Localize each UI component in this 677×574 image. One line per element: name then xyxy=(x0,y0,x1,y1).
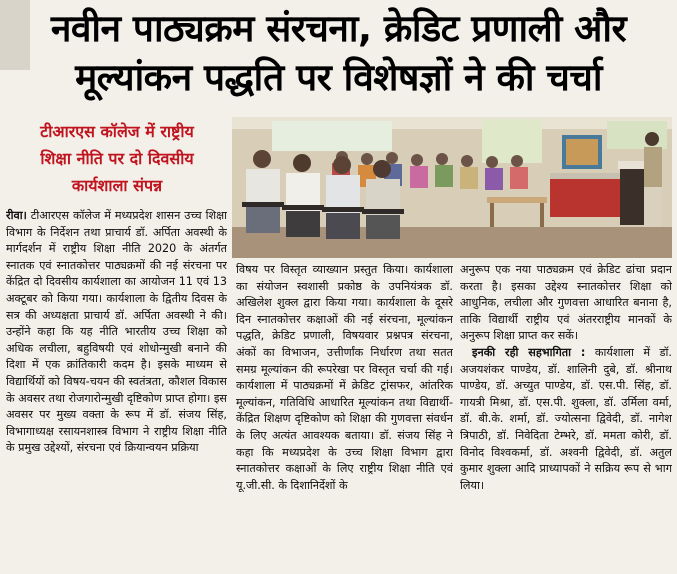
headline xyxy=(0,0,677,104)
participation-text: कार्यशाला में डॉ. अजयशंकर पाण्डेय, डॉ. शालिनी दुबे, डॉ. श्रीनाथ पाण्डेय, डॉ. अच्युत पाण्डेय, डॉ. एस.पी. सिंह, डॉ. गायत्री मिश्रा, डॉ. एस.पी. शुक्ला, डॉ. उर्मिला वर्मा, डॉ. बी.के. शर्मा, डॉ. ज्योत्सना द्विवेदी, डॉ. नागेश त्रिपाठी, डॉ. निवेदिता टेम्भरे, डॉ. ममता कोरी, डॉ. विनोद विश्वकर्मा, डॉ. अश्वनी द्विवेदी, डॉ. अतुल कुमार शुक्ला आदि प्राध्यापकों ने सक्रिय रूप से भाग लिया। xyxy=(460,345,672,492)
column-1-text: टीआरएस कॉलेज में मध्यप्रदेश शासन उच्च शिक्षा विभाग के निर्देशन तथा प्राचार्य डॉ. अर्पिता अवस्थी के मार्गदर्शन में राष्ट्रीय शिक्षा नीति 2020 के अंतर्गत स्नातक एवं स्नातकोत्तर पाठ्यक्रमों की नई संरचना पर केंद्रित दो दिवसीय कार्यशाला का आयोजन 11 एवं 13 अक्टूबर को किया गया। कार्यशाला के द्वितीय दिवस के सत्र की अध्यक्षता प्राचार्य डॉ. अर्पिता अवस्थी ने की। उन्होंने कहा कि यह नीति भारतीय उच्च शिक्षा को अधिक लचीला, बहुविषयी एवं शोधोन्मुखी बनाने की दिशा में एक क्रांतिकारी कदम है। इसके माध्यम से विद्यार्थियों को विषय-चयन की स्वतंत्रता, कौशल विकास के अवसर तथा रोजगारोन्मुखी दृष्टिकोण प्राप्त होगा। इस अवसर पर मुख्य वक्ता के रूप में डॉ. संजय सिंह, विभागाध्यक्ष रसायनशास्त्र विभाग ने राष्ट्रीय शिक्षा नीति के प्रमुख उद्देश्यों, संरचना एवं क्रियान्वयन प्रक्रिया xyxy=(6,209,227,455)
subhead-line-1: टीआरएस कॉलेज में राष्ट्रीय xyxy=(40,122,194,141)
workshop-photo-image xyxy=(232,117,672,258)
column-2-text: विषय पर विस्तृत व्याख्यान प्रस्तुत किया। कार्यशाला का संयोजन स्वशासी प्रकोष्ठ के उपनियंत्रक डॉ. अखिलेश शुक्ल द्वारा किया गया। कार्यशाला के दूसरे दिन स्नातकोत्तर कक्षाओं की नई संरचना, मूल्यांकन पद्धति, क्रेडिट प्रणाली, विषयवार प्रश्नपत्र संरचना, अंकों का विभाजन, उत्तीर्णांक निर्धारण तथा सतत समग्र मूल्यांकन की रूपरेखा पर विस्तृत चर्चा की गई। कार्यशाला में पाठ्यक्रमों में क्रेडिट ट्रांसफर, आंतरिक मूल्यांकन, गतिविधि आधारित मूल्यांकन तथा विद्यार्थी-केंद्रित शिक्षण दृष्टिकोण को शिक्षा की गुणवत्ता संवर्धन के लिए अत्यंत आवश्यक बताया। डॉ. संजय सिंह ने कहा कि मध्यप्रदेश के उच्च शिक्षा विभाग द्वारा स्नातकोत्तर कक्षाओं के लिए राष्ट्रीय शिक्षा नीति एवं यू.जी.सी. के दिशानिर्देशों के xyxy=(236,263,453,492)
headline-line-2: मूल्यांकन पद्धति पर विशेषज्ञों ने की चर्चा xyxy=(75,56,602,99)
subheadline xyxy=(6,118,228,204)
column-1 xyxy=(6,208,227,570)
column-3-text: अनुरूप एक नया पाठ्यक्रम एवं क्रेडिट ढांचा प्रदान करता है। इसका उद्देश्य स्नातकोत्तर शिक्षा को आधुनिक, लचीला और गुणवत्ता आधारित बनाना है, ताकि विद्यार्थी राष्ट्रीय एवं अंतरराष्ट्रीय मानकों के अनुरूप शिक्षा प्राप्त कर सकें। xyxy=(460,263,672,343)
headline-line-1: नवीन पाठ्यक्रम संरचना, क्रेडिट प्रणाली और xyxy=(50,7,627,50)
column-2 xyxy=(236,262,453,572)
dateline: रीवा। xyxy=(6,209,27,222)
column-3 xyxy=(460,262,672,572)
workshop-photo xyxy=(232,117,672,258)
participation-heading: इनकी रही सहभागिता : xyxy=(472,345,586,359)
subhead-line-2: शिक्षा नीति पर दो दिवसीय xyxy=(40,149,194,168)
subhead-line-3: कार्यशाला संपन्न xyxy=(71,176,163,195)
